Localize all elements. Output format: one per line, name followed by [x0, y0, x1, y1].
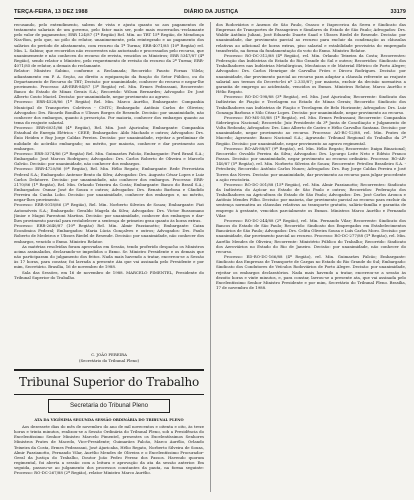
left-paragraph: Processo: ERR-4528/86 (1ª Região) Rel. Min. Marco Aurélio, Embargante: Companhia Municipal de Transportes Coletivos - CMTC; Embargado: Antônio Carlos de Oliveira; Advogados: Drs. Ricardo Bonilha e Ulisses Borges de Resende. Decisão: por unanimidade, não conhecer dos embargos, quanto à prescrição. Por maioria, conhecer dos embargos quanto ao tema do reajuste salarial. — [14, 99, 204, 125]
section-box: Secretaria do Tribunal Pleno — [48, 399, 170, 413]
left-paragraph: Processo: ERR-5018/86 (3ª Região), Rel. Min. Norberto Silveira de Souza; Embargante: Fiat Automóveis S.A.; Embargado: Geraldo Magela da Silva; Advogados: Drs. Victor Russomano Júnior e Magui Parentoni Martins. Decisão: por unanimidade, conhecer dos embargos e dar-lhes provimento parcial para restabelecer a sentença de primeiro grau quanto às horas extras. — [14, 202, 204, 223]
left-paragraph: Processo: ERR-6031/86 (4ª Região), Rel. Min. José Ajuricaba; Embargante: Companhia Estadual de Energia Elétrica - CEEE; Embargados: Aldo Machado e outros; Advogados: Drs. Ênio Heiden e Ruy Jorge Caldas Pereira. Decisão: por unanimidade, rejeitar a preliminar de nulidade do acórdão embargado; no mérito, por maioria, conhecer e dar provimento aos embargos. — [14, 125, 204, 151]
signature-role: (Secretário do Tribunal Pleno) — [79, 358, 139, 363]
header-journal-title: DIÁRIO DA JUSTIÇA — [184, 9, 239, 15]
left-closing-paragraph: Sala das Sessões, em 16 de novembro de 1988. MARCELO PIMENTEL, Presidente do Tribunal Superior do Trabalho. — [14, 269, 204, 280]
right-paragraph: Processo: RO-MS-55/88 (1ª Região), rel. Min. Ermes Pedrassani; Recorrente: Companhia Siderúrgica Nacional; Recorrido: Juiz Presidente da 3ª Junta de Conciliação e Julgamento de Volta Redonda; Advogados: Drs. Lino Alberto de Castro e Hélio Carvalho Santana. Decisão: por unanimidade, negar provimento ao recurso. Processo: AG-RC-12/88, rel. Min. Prates de Macedo; Agravante: Banco Nacional S.A.; Agravado: Tribunal Regional do Trabalho da 2ª Região. Decisão: por unanimidade, negar provimento ao agravo regimental. — [216, 114, 406, 146]
right-paragraph: Processo: RO-DC-198/88 (3ª Região), rel. Min. José Ajuricaba; Recorrente: Sindicato das Indústrias de Fiação e Tecelagem no Estado de Minas Gerais; Recorrido: Sindicato dos Trabalhadores nas Indústrias de Fiação e Tecelagem de Belo Horizonte; Advogados: Drs. Luiz Gonzaga Barbosa e Nilo Cézar Lopes. Decisão: por unanimidade, negar provimento ao recurso. — [216, 94, 406, 115]
tribunal-banner — [14, 369, 204, 395]
left-column-text — [14, 22, 204, 355]
left-paragraph: Processo: ERR-2640/87 (10ª Região) Rel. Min. Almir Pazzianotto; Embargante: Caixa Econômica Federal; Embargados: Maria Lúcia Gonçalves e outros; Advogados: Drs. Paulo Roberto de Medeiros e Ulisses Riedel de Resende. Decisão: por unanimidade, não conhecer dos embargos, vencido o Exmo. Ministro Relator. — [14, 223, 204, 244]
signature-block — [14, 352, 204, 363]
header-date: TERÇA-FEIRA, 13 DEZ 1988 — [14, 9, 88, 15]
column-divider — [210, 22, 211, 492]
right-paragraph: Processo: RO-DC-312/88 (4ª Região), rel. Min. Orlando Teixeira da Costa; Recorrentes: Federação das Indústrias do Estado do Rio Grande do Sul e outros; Recorridos: Sindicato dos Trabalhadores nas Indústrias Metalúrgicas, Mecânicas e de Material Elétrico de Porto Alegre; Advogados: Drs. Carlos Henrique de Carvalho Fróes e Dirceu Rodrigues. Decisão: por unanimidade, dar provimento parcial ao recurso para adaptar a cláusula referente ao reajuste salarial aos termos do Decreto-lei nº 2.335/87; por maioria, excluir da decisão normativa a garantia de emprego ao acidentado, vencidos os Exmos. Ministros Relator, Marco Aurélio e Hélio Regato. — [216, 52, 406, 95]
signature-name: C. JOÃO PEREIRA — [91, 352, 127, 357]
header-page-number: 33179 — [390, 9, 406, 15]
left-paragraph: Processo: ERR-3374/86 (2ª Região) Rel. Min. Guimarães Falcão, Embargante: Ford Brasil S.A.; Embargado: José Marcos Rodrigues; Advogados: Drs. Carlos Roberto de Oliveira e Marcelo Galvão. Decisão: por unanimidade, não conhecer dos embargos. — [14, 150, 204, 167]
left-paragraph: Processo: ERR-4720/86 (9ª Região), Rel. Min. Hélio Regato; Embargante: Rede Ferroviária Federal S.A.; Embargado: Antenor Bento da Silva; Advogados: Drs. Augusto César Lopes e Luiz Carlos Delatorre. Decisão: por unanimidade, não conhecer dos embargos. Processo: ERR-2170/86 (1ª Região), Rel. Min. Orlando Teixeira da Costa; Embargante: Banco do Brasil S.A.; Embargados: Osmar José de Souza e outros; Advogados: Drs. Renato Barbosa e Cândido Ferreira da Cunha Lobo. Decisão: por unanimidade, conhecer dos embargos e, no mérito, negar-lhes provimento. — [14, 166, 204, 203]
ata-body — [14, 424, 204, 496]
right-column-text — [216, 22, 406, 494]
right-paragraph: Processo: RO-DC-244/88 (2ª Região), rel. Min. Fernando Vilar; Recorrente: Sindicato dos Bancos do Estado de São Paulo; Recorrido: Sindicato dos Empregados em Estabelecimentos Bancários de São Paulo; Advogados: Drs. Celita Oliveira Sousa e Luís Carlos Moro. Decisão: por unanimidade, dar provimento parcial ao recurso. Processo: RO-DC-277/88 (1ª Região), rel. Min. Aurélio Mendes de Oliveira; Recorrente: Ministério Público do Trabalho; Recorrido: Sindicato dos Aeroviários no Estado do Rio de Janeiro. Decisão: por unanimidade, não conhecer do recurso. — [216, 217, 406, 254]
tribunal-title: Tribunal Superior do Trabalho — [18, 375, 200, 389]
left-paragraph: Relator: Ministro Sabino, conforme a Reclamada; Recorrido: Fausto Fornas Vilela; adiantamento em P. A. Seção, ao direito a equiparação da função do Setor Público, ou do Departamento de Recurso do TRT; Decisão: por unanimidade, conhecer do recurso e negar-lhe provimento. Processo: AR-ERR-84/87 (3ª Região) rel. Min. Ermes Pedrassani, Recorrente: Banco do Estado de Minas Gerais S.A.; Recorrido: Wilson Bernardes; Advogado: Dr. José Alberto Couto Maciel. Decisão: por unanimidade, negar provimento ao agravo. — [14, 68, 204, 100]
ata-paragraph: Aos dezessete dias do mês de novembro do ano de mil novecentos e oitenta e oito, às treze horas e trinta minutos, realizou-se a Sessão Ordinária do Tribunal Pleno, sob a Presidência do Excelentíssimo Senhor Ministro Marcelo Pimentel, presentes os Excelentíssimos Senhores Ministros Prates de Macedo, Vice-Presidente; Guimarães Falcão, Marco Aurélio, Orlando Teixeira da Costa, Ermes Pedrassani, José Ajuricaba, Hélio Regato, Norberto Silveira de Souza, Almir Pazzianotto, Fernando Vilar, Aurélio Mendes de Oliveira e o Excelentíssimo Procurador-Geral da Justiça do Trabalho, Doutor João Pedro Ferraz dos Passos. Havendo quorum regimental, foi aberta a sessão com a leitura e aprovação da ata da sessão anterior. Em seguida, passou-se ao julgamento dos processos constantes da pauta, na forma seguinte: Processo: RO-DC-267/88 (2ª Região), relator Ministro Marco Aurélio. — [14, 424, 204, 476]
right-paragraph: Processo: ED-RO-DC-166/88 (4ª Região), rel. Min. Guimarães Falcão; Embargante: Sindicato das Empresas de Transporte de Cargas no Estado do Rio Grande do Sul; Embargado: Sindicato dos Condutores de Veículos Rodoviários de Porto Alegre. Decisão: por unanimidade, rejeitar os embargos declaratórios. Nada mais havendo a tratar, encerrou-se a sessão às dezoito horas e vinte minutos, e, para constar, lavrou-se a presente ata, que vai assinada pelo Excelentíssimo Senhor Ministro Presidente e por mim, Secretário do Tribunal Pleno. Brasília, 17 de novembro de 1988. — [216, 254, 406, 290]
newspaper-page — [14, 6, 406, 496]
page-header — [14, 6, 406, 19]
left-closing-paragraph: As matérias resolvidas foram aprovadas em Sessão, tendo proferido despacho os Ministros acima assinalados, declarando-se impedidos o Exmo. Sr. Ministro Presidente e os demais que não participaram do julgamento dos feitos. Nada mais havendo a tratar, encerrou-se a Sessão às 17 horas, para constar, foi lavrada a presente Ata que vai assinada pelo Presidente e por mim, Secretário. Brasília, 16 de novembro de 1988. — [14, 243, 204, 270]
right-paragraph: dos Rodoviários e Anexos de São Paulo, Osasco e Itapecerica da Serra e Sindicato das Empresas de Transportes de Passageiros e Similares do Estado de São Paulo; Advogados: Drs. Waldir Antônio Juliani, José Eduardo Duarte Saad e Ulisses Riedel de Resende. Decisão: por unanimidade, dar provimento parcial ao recurso para excluir da condenação as cláusulas relativas ao adicional de horas extras, piso salarial e estabilidade provisória do empregado transferido, na forma da fundamentação do voto do Exmo. Ministro Relator. — [216, 22, 406, 53]
left-paragraph: recusando, pelo entendimento, sabem de vista e ajusta quanto so aos pagamentos de tratamento salariais de um governo, pelo fator mais ser, pode mais encerrados.-reclamante pelo valor de pagamentos; ERR 124/87 (1ª Região) Rel. Min. ao TRT 15ª Região, de Mendonça Nas-Bon, pelo que, no pólo do relator, unanimemente, pela reintegrado e ao pagamento dos salários do período de afastamento, com recurso da 1ª Turma; ERR-4071/85 (10ª Região) rel. Min. L. Sabino; que recorridos não recorrentes não autorizado e processados pelo recurso, que unanimemente e não conheceu do recurso de revista, vencidos os Ministros; ERR 5347/87 (4ª Região), sendo relator o Ministro, pelo requerimento de revisão do recurso da 2ª Turma; ERR-4071/85 de relator, a demais do reclamante. — [14, 22, 204, 69]
ata-heading: ATA DA VIGÉSIMA SEGUNDA SESSÃO ORDINÁRIA DO TRIBUNAL PLENO — [34, 418, 184, 422]
right-paragraph: Processo: RO-DC-301/88 (15ª Região), rel. Min. Almir Pazzianotto; Recorrentes: Sindicato da Indústria do Açúcar no Estado de São Paulo e outros; Recorridos: Federação dos Trabalhadores na Agricultura do Estado de São Paulo; Advogados: Drs. José Carlos Arouca e Antônio Mendes Filho. Decisão: por maioria, dar provimento parcial ao recurso para excluir da sentença normativa as cláusulas relativas ao transporte gratuito, salário-família e garantia de emprego à gestante, vencidos parcialmente os Exmos. Ministros Marco Aurélio e Fernando Vilar. — [216, 181, 406, 218]
right-paragraph: Processo: RO-AR-88/87 (9ª Região), rel. Min. Hélio Regato; Recorrente: Itaipu Binacional; Recorrido: Osvaldo Pereira da Silva; Advogados: Drs. Lycurgo Leite Neto e Edésio Franco Passos. Decisão: por unanimidade, negar provimento ao recurso ordinário. Processo: RO-AR-140/87 (5ª Região), rel. Min. Norberto Silveira de Souza; Recorrente: Petróleo Brasileiro S.A. - Petrobrás; Recorrido: Antônio Carlos Nunes; Advogados: Drs. Ruy Jorge Caldas Pereira e José Torres das Neves. Decisão: por unanimidade, dar provimento ao recurso para julgar procedente a ação rescisória. — [216, 145, 406, 182]
